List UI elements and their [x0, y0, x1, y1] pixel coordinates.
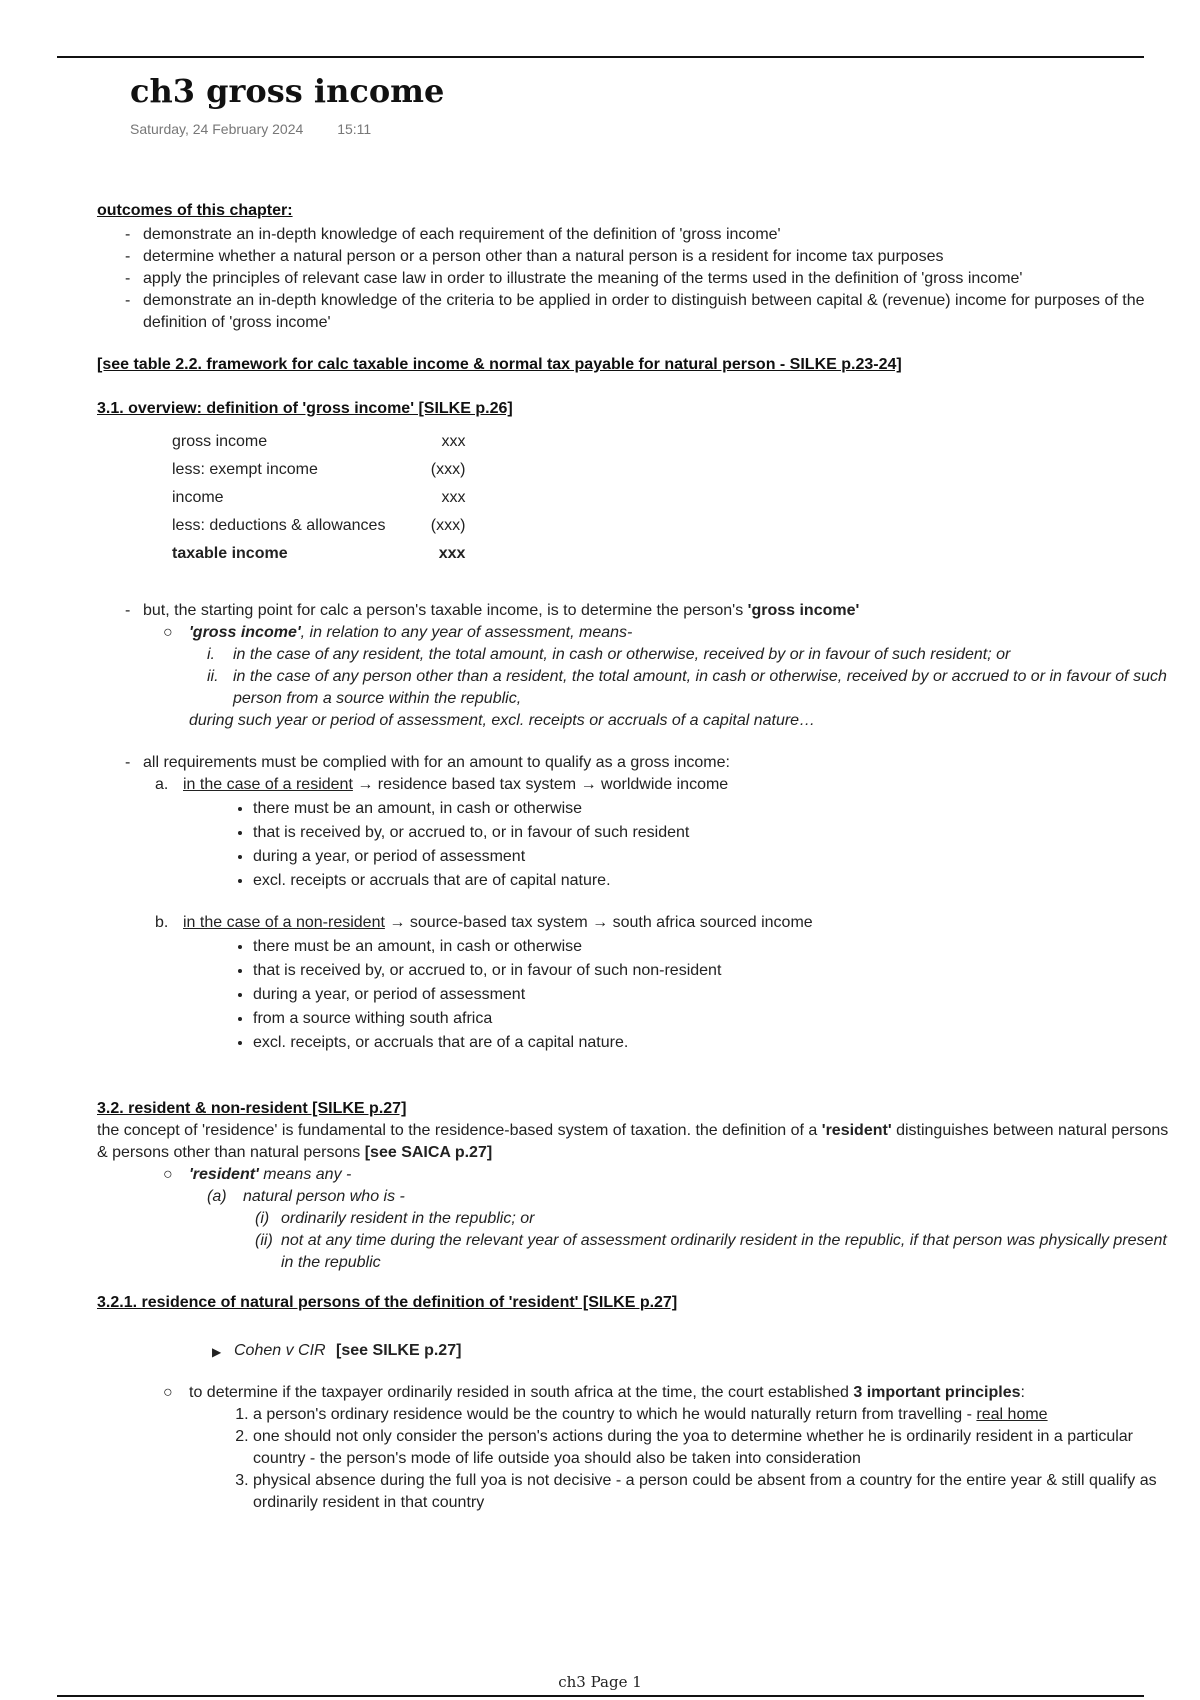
outcomes-list [97, 224, 1177, 334]
table-cell: less: deductions & allowances [172, 517, 386, 534]
starting-point-text: but, the starting point for calc a person's taxable income, is to determine the person's [143, 602, 748, 619]
income-scope: worldwide income [601, 776, 729, 793]
arrow-right-icon: → [592, 914, 609, 931]
case-label: a. [155, 776, 169, 793]
resident-requirements [97, 798, 1177, 892]
circle-bullet-icon: ○ [163, 1166, 173, 1183]
principles-bold: 3 important principles [853, 1384, 1021, 1401]
item-number: i. [207, 646, 215, 663]
residence-paragraph [97, 1120, 1177, 1164]
natural-person-items [97, 1208, 1177, 1274]
principle-text: a person's ordinary residence would be the country to which he would naturally return from travelling - [253, 1406, 977, 1423]
table-cell: taxable income [172, 545, 288, 562]
bottom-rule [57, 1695, 1144, 1697]
list-item [255, 1208, 1177, 1230]
list-item: • that is received by, or accrued to, or in favour of such non-resident [253, 960, 1177, 982]
non-resident-requirements [97, 936, 1177, 1054]
table-row [172, 512, 465, 540]
starting-point-bold: 'gross income' [747, 602, 860, 619]
starting-point-list [97, 600, 1177, 622]
tax-system: source-based tax system [409, 914, 588, 931]
case-name: Cohen v CIR [234, 1342, 326, 1359]
resident-definition [163, 1164, 1177, 1186]
gross-income-definition [163, 622, 1177, 644]
case-title: in the case of a resident [183, 776, 353, 793]
item-text: not at any time during the relevant year of assessment ordinarily resident in the republic, if that person was physically present in the republic [281, 1232, 1167, 1271]
list-item [125, 600, 1177, 622]
paragraph-reference: [see SAICA p.27] [364, 1144, 493, 1161]
page-time: 15:11 [337, 121, 372, 137]
principles-list [97, 1404, 1177, 1514]
page-datetime [130, 121, 401, 137]
page-date: Saturday, 24 February 2024 [130, 121, 304, 137]
list-item: - demonstrate an in-depth knowledge of each requirement of the definition of 'gross income' [125, 224, 1177, 246]
list-item: • during a year, or period of assessment [253, 984, 1177, 1006]
principles-intro [163, 1382, 1177, 1404]
list-item: - apply the principles of relevant case law in order to illustrate the meaning of the terms used in the definition of 'gross income' [125, 268, 1177, 290]
list-item: • there must be an amount, in cash or otherwise [253, 798, 1177, 820]
list-item: - determine whether a natural person or a person other than a natural person is a resident for income tax purposes [125, 246, 1177, 268]
triangle-bullet-icon: ▶ [212, 1345, 222, 1359]
non-resident-case [155, 912, 1177, 934]
table-cell: (xxx) [430, 517, 466, 534]
case-label: b. [155, 914, 169, 931]
definition-items [97, 644, 1177, 710]
definition-term: 'gross income' [189, 624, 301, 641]
outcomes-heading: outcomes of this chapter: [97, 202, 293, 219]
list-item [207, 644, 1177, 666]
clause-text: natural person who is - [243, 1188, 405, 1205]
table-row [172, 540, 465, 568]
table-row [172, 428, 465, 456]
resident-case [155, 774, 1177, 796]
list-item: • during a year, or period of assessment [253, 846, 1177, 868]
arrow-right-icon: → [389, 914, 406, 931]
definition-term: 'resident' [189, 1166, 259, 1183]
table-row [172, 484, 465, 512]
item-text: in the case of any resident, the total amount, in cash or otherwise, received by or in favour of such resident; or [233, 646, 1011, 663]
section-3-2-1-heading: 3.2.1. residence of natural persons of the definition of 'resident' [SILKE p.27] [97, 1294, 678, 1311]
list-item: - demonstrate an in-depth knowledge of the criteria to be applied in order to distinguish between capital & (revenue) income for purposes of the definition of 'gross income' [125, 290, 1177, 334]
table-row [172, 456, 465, 484]
item-text: ordinarily resident in the republic; or [281, 1210, 535, 1227]
list-item [207, 666, 1177, 710]
table-cell: xxx [441, 489, 466, 506]
arrow-right-icon: → [580, 776, 597, 793]
requirements-list [97, 752, 1177, 774]
section-3-1-heading: 3.1. overview: definition of 'gross income' [SILKE p.26] [97, 400, 513, 417]
list-item [255, 1230, 1177, 1274]
table-cell: (xxx) [430, 461, 466, 478]
case-title: in the case of a non-resident [183, 914, 385, 931]
note-content[interactable] [97, 200, 1177, 1514]
table-cell: xxx [438, 545, 466, 562]
principle-underlined: real home [976, 1406, 1048, 1423]
paragraph-text: distinguishes between natural persons & persons other than natural persons [97, 1122, 1169, 1161]
circle-bullet-icon: ○ [163, 624, 173, 641]
list-item: 2. one should not only consider the person's actions during the yoa to determine whether he is ordinarily resident in a particular country - the person's mode of life outside yoa should also be taken into consideration [253, 1426, 1177, 1470]
list-item: • from a source withing south africa [253, 1008, 1177, 1030]
top-rule [57, 56, 1144, 58]
page-footer: ch3 Page 1 [558, 1673, 642, 1691]
list-item [253, 1404, 1177, 1426]
table-cell: income [172, 489, 224, 506]
item-number: ii. [207, 668, 219, 685]
section-3-2-heading: 3.2. resident & non-resident [SILKE p.27] [97, 1100, 407, 1117]
list-item: • excl. receipts, or accruals that are of a capital nature. [253, 1032, 1177, 1054]
definition-text: means any - [258, 1166, 352, 1183]
definition-text: , in relation to any year of assessment, means- [300, 624, 633, 641]
list-item: • there must be an amount, in cash or otherwise [253, 936, 1177, 958]
definition-tail: during such year or period of assessment, excl. receipts or accruals of a capital nature… [189, 712, 816, 729]
natural-person-clause [207, 1186, 1177, 1208]
case-reference[interactable] [212, 1340, 1177, 1362]
table-cell: xxx [441, 433, 466, 450]
list-item: • that is received by, or accrued to, or in favour of such resident [253, 822, 1177, 844]
principles-text: : [1020, 1384, 1025, 1401]
arrow-right-icon: → [357, 776, 374, 793]
principles-text: to determine if the taxpayer ordinarily resided in south africa at the time, the court established [189, 1384, 854, 1401]
list-item: 3. physical absence during the full yoa is not decisive - a person could be absent from a country for the entire year & still qualify as ordinarily resident in that country [253, 1470, 1177, 1514]
paragraph-bold: 'resident' [821, 1122, 892, 1139]
taxable-income-table [172, 428, 465, 568]
item-number: (i) [255, 1210, 270, 1227]
table-cell: gross income [172, 433, 268, 450]
circle-bullet-icon: ○ [163, 1384, 173, 1401]
page-title: ch3 gross income [130, 72, 445, 110]
list-item: - all requirements must be complied with for an amount to qualify as a gross income: [125, 752, 1177, 774]
clause-label: (a) [207, 1188, 227, 1205]
paragraph-text: the concept of 'residence' is fundamental to the residence-based system of taxation. the definition of a [97, 1122, 822, 1139]
income-scope: south africa sourced income [612, 914, 813, 931]
tax-system: residence based tax system [377, 776, 577, 793]
case-citation: [see SILKE p.27] [336, 1342, 462, 1359]
list-item: • excl. receipts or accruals that are of capital nature. [253, 870, 1177, 892]
table-cell: less: exempt income [172, 461, 318, 478]
see-table-note: [see table 2.2. framework for calc taxable income & normal tax payable for natural person - SILKE p.23-24] [97, 356, 902, 373]
item-text: in the case of any person other than a resident, the total amount, in cash or otherwise, received by or accrued to or in favour of such person from a source within the republic, [233, 668, 1167, 707]
item-number: (ii) [255, 1232, 273, 1249]
